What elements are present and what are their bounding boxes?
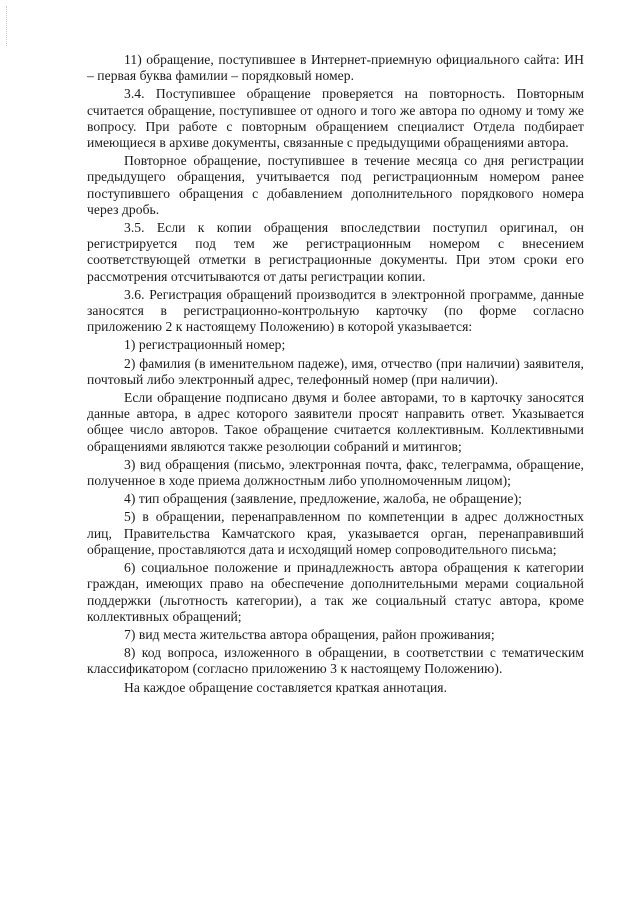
scan-margin-mark — [6, 6, 11, 46]
list-item-6: 6) социальное положение и принадлежность автора обращения к категории граждан, имеющих право на обеспечение дополнительными мерами социальной поддержки (льготность категории), а так же социальный статус автора, кроме коллективных обращений; — [87, 560, 584, 624]
list-item-2: 2) фамилия (в именительном падеже), имя, отчество (при наличии) заявителя, почтовый либо электронный адрес, телефонный номер (при наличии). — [87, 355, 584, 387]
list-item-5: 5) в обращении, перенаправленном по компетенции в адрес должностных лиц, Правительства Камчатского края, указывается орган, перенаправивший обращение, проставляются дата и исходящий номер сопроводительного письма; — [87, 509, 584, 557]
list-item-1: 1) регистрационный номер; — [124, 337, 286, 353]
paragraph-3-6: 3.6. Регистрация обращений производится в электронной программе, данные заносятся в регистрационно-контрольную карточку (по форме согласно приложению 2 к настоящему Положению) в которой указывается: — [87, 286, 584, 335]
list-item-7: 7) вид места жительства автора обращения, район проживания; — [124, 626, 495, 642]
paragraph-annotation: На каждое обращение составляется краткая аннотация. — [124, 679, 448, 695]
paragraph-repeat-appeal: Повторное обращение, поступившее в течение месяца со дня регистрации предыдущего обращения, учитывается под регистрационным номером ранее поступившего обращения с добавлением дополнительного порядкового номера через дробь. — [87, 153, 584, 217]
list-item-3: 3) вид обращения (письмо, электронная почта, факс, телеграмма, обращение, полученное в ходе приема должностным либо уполномоченным лицом); — [87, 456, 584, 489]
list-item-4: 4) тип обращения (заявление, предложение, жалоба, не обращение); — [124, 491, 522, 507]
paragraph-3-5: 3.5. Если к копии обращения впоследствии поступил оригинал, он регистрируется под тем же регистрационным номером с внесением соответствующей отметки в регистрационные документы. При этом сроки его рассмотрения отсчитываются от даты регистрации копии. — [87, 220, 584, 284]
list-item-8: 8) код вопроса, изложенного в обращении, в соответствии с тематическим классификатором (согласно приложению 3 к настоящему Положению). — [87, 645, 584, 677]
paragraph-item-11: 11) обращение, поступившее в Интернет-приемную официального сайта: ИН – первая буква фамилии – порядковый номер. — [87, 52, 584, 84]
paragraph-3-4: 3.4. Поступившее обращение проверяется на повторность. Повторным считается обращение, поступившее от одного и того же автора по одному и тому же вопросу. При работе с повторным обращением специалист Отдела подбирает имеющиеся в архиве документы, связанные с предыдущими обращениями автора. — [87, 86, 584, 151]
paragraph-collective-appeal: Если обращение подписано двумя и более авторами, то в карточку заносятся данные автора, в адрес которого заявители просят направить ответ. Указывается общее число авторов. Такое обращение считается коллективным. Коллективными обращениями являются также резолюции собраний и митингов; — [87, 390, 584, 454]
